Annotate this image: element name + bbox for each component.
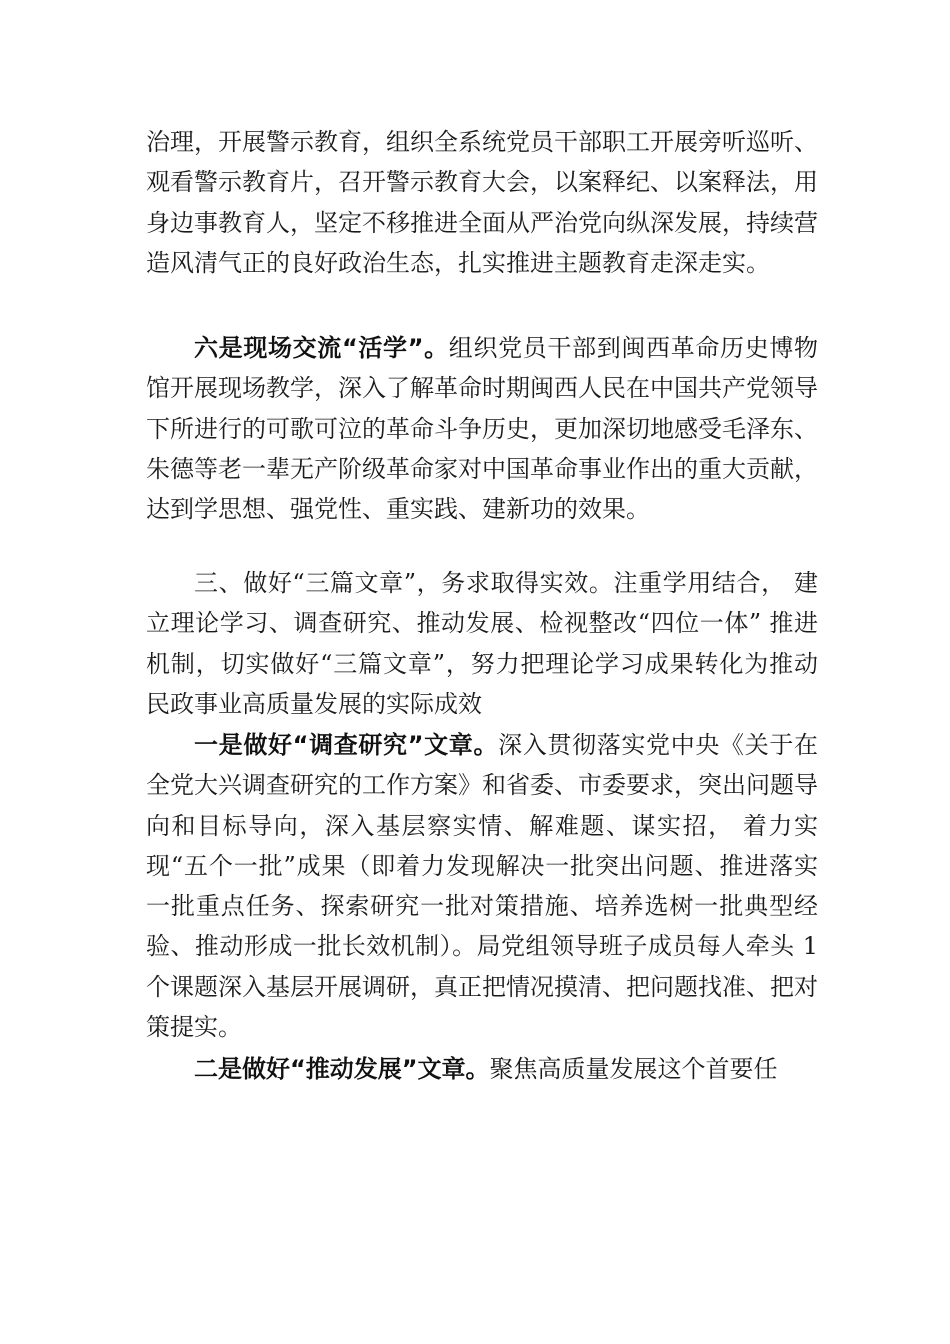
paragraph-warning-education: [146, 122, 818, 283]
paragraph-body: 深入贯彻落实党中央《关于在全党大兴调查研究的工作方案》和省委、市委要求，突出问题导向和目标导向，深入基层察实情、解难题、谋实招， 着力实现“五个一批”成果（即着力发现解决一批突出问题、推进落实一批重点任务、探索研究一批对策措施、培养选树一批典型经验、推动形成一批长效机制）。局党组领导班子成员每人牵头 1 个课题深入基层开展调研，真正把情况摸清、把问题找准、把对策提实。: [146, 731, 819, 1042]
paragraph-body: 聚焦高质量发展这个首要任: [489, 1055, 778, 1083]
paragraph-body: 组织党员干部到闽西革命历史博物馆开展现场教学，深入了解革命时期闽西人民在中国共产党领导下所进行的可歌可泣的革命斗争历史，更加深切地感受毛泽东、朱德等老一辈无产阶级革命家对中国革命事业作出的重大贡献，达到学思想、强党性、重实践、建新功的效果。: [146, 334, 819, 524]
paragraph-site-exchange: [146, 328, 818, 529]
section-three-articles: [146, 563, 818, 724]
paragraph-body: 治理，开展警示教育，组织全系统党员干部职工开展旁听巡听、观看警示教育片，召开警示教育大会，以案释纪、以案释法，用身边事教育人，坚定不移推进全面从严治党向纵深发展，持续营造风清气正的良好政治生态，扎实推进主题教育走深走实。: [146, 128, 818, 277]
paragraph-research-article: [146, 725, 818, 1047]
section-body: 三、做好“三篇文章”，务求取得实效。注重学用结合， 建立理论学习、调查研究、推动发展、检视整改“四位一体” 推进机制，切实做好“三篇文章”，努力把理论学习成果转化为推动民政事业高质量发展的实际成效: [146, 569, 818, 718]
paragraph-heading: 六是现场交流“活学”。: [194, 334, 449, 362]
paragraph-heading: 一是做好“调查研究”文章。: [194, 731, 499, 759]
paragraph-heading: 二是做好“推动发展”文章。: [194, 1055, 490, 1083]
paragraph-development-article: [146, 1049, 818, 1089]
